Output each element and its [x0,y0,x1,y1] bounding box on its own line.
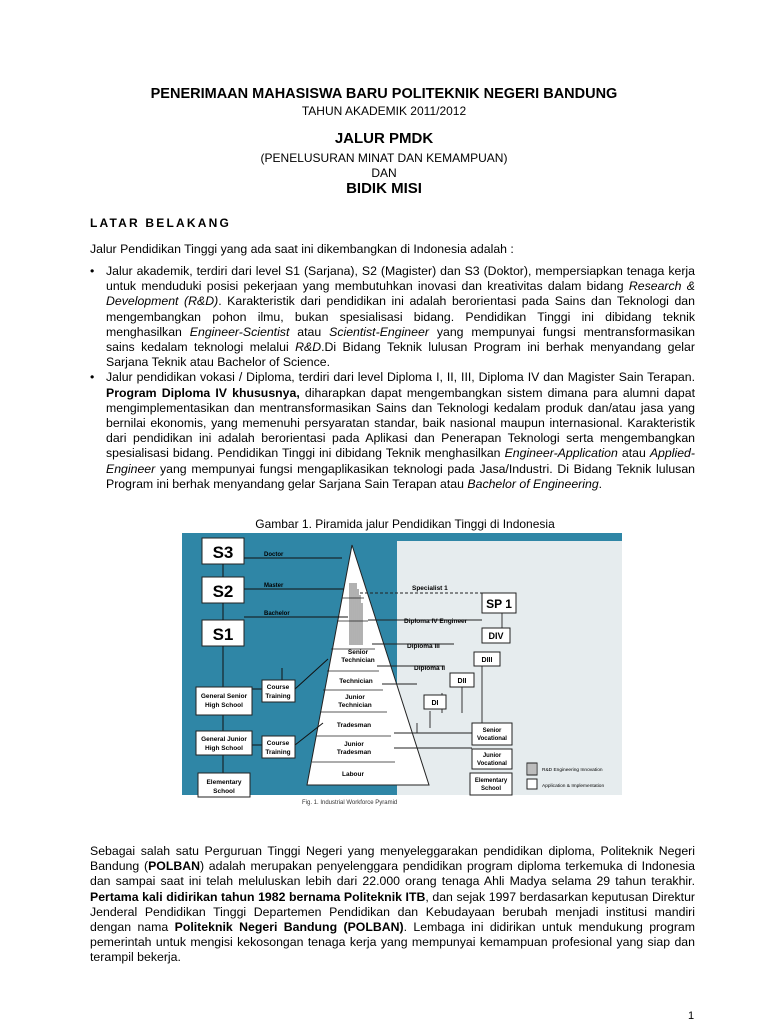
fig-caption-text: Fig. 1. Industrial Workforce Pyramid [302,800,398,806]
senior-vocational-1: Senior [482,728,502,734]
elementary-right-2: School [480,786,502,792]
doctor-label: Doctor [264,552,284,558]
label-junior-technician-1: Junior [345,694,365,701]
figure-caption: Gambar 1. Piramida jalur Pendidikan Tinggi di Indonesia [255,517,555,531]
specialist-label: Specialist 1 [412,585,448,592]
legend-rd-swatch [527,763,537,775]
course-1-b: Training [265,693,291,700]
bullet-academic: • Jalur akademik, terdiri dari level S1 (Sarjana), S2 (Magister) dan S3 (Doktor), mempersiapkan tenaga kerja untuk menduduki posisi pekerjaan yang membutuhkan inovasi dan kreativitas dalam bidang Research & Development (R&D). Karakteristik dari pendidikan ini adalah berorientasi pada Sains dan Teknologi dan mengembangkan pohon ilmu, bukan spesialisasi bidang. Pendidikan Tinggi ini dibidang teknik menghasilkan Engineer-Scientist atau Scientist-Engineer yang mempunyai fungsi mentransformasikan sains kedalam teknologi melalui R&D.Di Bidang Teknik lulusan Program ini berhak menyandang gelar Sarjana Teknik atau Bachelor of Science. [90,264,695,370]
junior-vocational-1: Junior [482,753,502,759]
senior-vocational-2: Vocational [477,736,507,742]
course-2-b: Training [265,749,291,756]
bachelor-label: Bachelor [264,611,290,617]
elementary-left-1: Elementary [206,779,242,786]
bullet-list [90,264,695,492]
label-senior-technician-2: Technician [341,657,375,664]
di-label: DI [431,700,439,707]
legend-app-swatch [527,779,537,789]
document-title: PENERIMAAN MAHASISWA BARU POLITEKNIK NEGERI BANDUNG [150,86,618,102]
junior-vocational-2: Vocational [477,761,507,767]
s1-label: S1 [212,625,234,644]
general-senior-box [196,687,252,715]
label-senior-technician-1: Senior [347,649,369,656]
course-2-a: Course [266,740,290,747]
dii-label: DII [457,678,467,685]
section-title: LATAR BELAKANG [90,216,232,230]
general-junior-2: High School [205,745,243,752]
polban-paragraph: Sebagai salah satu Perguruan Tinggi Negeri yang menyeleggarakan pendidikan diploma, Politeknik Negeri Bandung (POLBAN) adalah merupakan penyelenggara pendidikan program diploma terkemuka di Indonesia dan sampai saat ini telah meluluskan lebih dari 22.000 orang tenaga Ahli Madya selama 29 tahun terakhir. Pertama kali didirikan tahun 1982 bernama Politeknik ITB, dan sejak 1997 berdasarkan keputusan Direktur Jenderal Pendidikan Tinggi Departemen Pendidikan dan Kebudayaan berubah menjadi institusi mandiri dengan nama Politeknik Negeri Bandung (POLBAN). Lembaga ini didirikan untuk mendukung program pemerintah untuk mengisi kekosongan tenaga kerja yang mempunyai kemampuan profesional yang siap dan terampil bekerja. [90,844,696,965]
general-junior-1: General Junior [201,736,247,743]
page-number: 1 [688,1010,695,1022]
intro-paragraph: Jalur Pendidikan Tinggi yang ada saat ini dikembangkan di Indonesia adalah : [90,242,514,256]
label-technician: Technician [339,678,373,685]
label-junior-technician-2: Technician [338,702,372,709]
pyramid-diagram [182,533,622,807]
pyramid-figure [182,533,622,807]
dan-text: DAN [371,166,397,180]
bidik-heading: BIDIK MISI [346,180,422,197]
div-label: DIV [488,631,504,641]
label-tradesman: Tradesman [336,722,372,729]
diii-label: DIII [481,657,493,664]
jalur-heading: JALUR PMDK [334,130,434,147]
d2-label: Diploma II [414,665,446,672]
sp1-label: SP 1 [486,597,512,611]
legend-app-label: Application & Implementation [542,784,605,789]
label-junior-tradesman-1: Junior [344,741,364,748]
general-senior-1: General Senior [200,693,248,700]
elementary-left-2: School [213,788,235,795]
bullet-vocational: • Jalur pendidikan vokasi / Diploma, terdiri dari level Diploma I, II, III, Diploma IV dan Magister Sain Terapan. Program Diploma IV khususnya, diharapkan dapat mengembangkan sistem dimana para alumni dapat mengimplementasikan dan mentransformasikan Sains dan Teknologi kedalam produk dan/atau jasa yang bernilai ekonomis, yang memenuhi persyaratan standar, baik nasional maupun internasional. Karakteristik dari pendidikan ini adalah berorientasi pada Aplikasi dan Penerapan Teknologi serta mengembangkan spesialisasi bidang. Pendidikan Tinggi ini dibidang Teknik menghasilkan Engineer-Application atau Applied-Engineer yang mempunyai fungsi mengaplikasikan teknologi pada Jasa/Industri. Di Bidang Teknik lulusan Program ini berhak menyandang gelar Sarjana Sain Terapan atau Bachelor of Engineering. [90,370,695,491]
label-labour: Labour [341,771,365,778]
course-1-a: Course [266,684,290,691]
penelusuran-subtitle: (PENELUSURAN MINAT DAN KEMAMPUAN) [260,151,508,165]
legend-rd-label: R&D Engineering Innovation [542,768,603,773]
elementary-right-1: Elementary [474,778,508,784]
s3-label: S3 [212,543,234,562]
bullet-icon: • [90,264,95,278]
academic-year: TAHUN AKADEMIK 2011/2012 [301,104,467,118]
bullet-icon: • [90,370,95,385]
master-label: Master [264,583,284,589]
d4-engineer-label: Diploma IV Engineer [404,618,468,625]
label-junior-tradesman-2: Tradesman [336,749,372,756]
general-senior-2: High School [205,702,243,709]
d3-label: Diploma III [407,643,440,650]
s2-label: S2 [212,582,234,601]
